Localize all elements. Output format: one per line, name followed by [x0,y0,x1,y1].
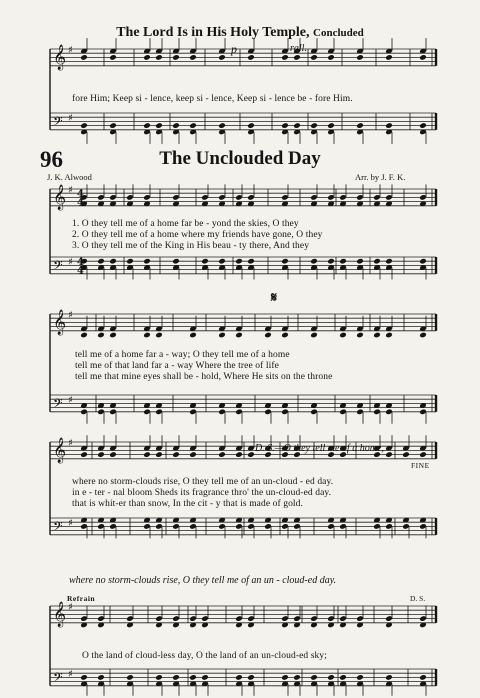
note-head [143,122,151,129]
hymn-number: 96 [40,147,63,172]
note-head [235,451,243,458]
note-head [235,332,243,339]
note-head [201,674,209,681]
note-head [126,674,134,681]
verse-2-line-2: tell me of that land far a - way Where the tree of life [75,361,279,371]
bass-clef: 𝄢 [53,396,63,415]
fine-marking: FINE [411,461,430,470]
note-head [109,54,117,61]
note-head [310,122,318,129]
note-head [155,674,163,681]
sharp-key-signature: ♯ [68,44,73,56]
note-head [310,258,318,265]
previous-hymn-title [0,25,480,41]
sharp-key-signature: ♯ [68,437,73,449]
note-head [218,122,226,129]
note-head [109,258,117,265]
note-head [373,258,381,265]
sharp-key-signature: ♯ [68,601,73,613]
note-head [356,54,364,61]
note-head [327,258,335,265]
sharp-key-signature: ♯ [68,517,73,529]
note-head [419,258,427,265]
note-head [327,674,335,681]
bass-clef: 𝄢 [53,670,63,689]
note-head [293,54,301,61]
bass-clef: 𝄢 [53,114,63,133]
note-head [109,122,117,129]
sharp-key-signature: ♯ [68,394,73,406]
note-head [339,674,347,681]
treble-clef: 𝄞 [53,185,67,211]
ds-lyric-2: where no storm-clouds rise, O they tell me of an un - cloud-ed day. [69,575,337,586]
note-head [385,332,393,339]
note-head [385,54,393,61]
note-head [419,451,427,458]
note-head [218,258,226,265]
note-head [172,122,180,129]
note-head [402,451,410,458]
note-head [385,674,393,681]
sharp-key-signature: ♯ [68,184,73,196]
bass-clef: 𝄢 [53,258,63,277]
time-signature-bottom: 4 [77,197,84,209]
note-head [356,332,364,339]
verse-2-line-3: in e - ter - nal bloom Sheds its fragrance thro' the un-cloud-ed day. [72,488,332,498]
verse-1-line-3: where no storm-clouds rise, O they tell me of an un-cloud - ed day. [72,477,334,487]
note-head [80,122,88,129]
note-head [155,122,163,129]
note-head [281,54,289,61]
note-head [247,674,255,681]
note-head [143,54,151,61]
time-signature-bottom: 4 [77,265,84,277]
note-head [419,332,427,339]
note-head [126,258,134,265]
note-head [356,674,364,681]
note-head [97,674,105,681]
dynamic-marking: p [231,42,237,56]
note-head [247,122,255,129]
note-head [143,451,151,458]
note-head [155,332,163,339]
treble-clef: 𝄞 [53,45,67,71]
note-head [385,451,393,458]
note-head [293,674,301,681]
note-head [80,332,88,339]
note-head [385,122,393,129]
note-head [356,258,364,265]
ds-lyric-1: D. S.—O they tell me of a home, [255,443,384,454]
note-head [80,54,88,61]
note-head [247,258,255,265]
note-head [339,258,347,265]
note-head [247,451,255,458]
note-head [264,332,272,339]
note-head [189,451,197,458]
previous-hymn-subtitle: Concluded [313,27,364,39]
note-head [293,122,301,129]
note-head [339,332,347,339]
note-head [189,54,197,61]
note-head [155,54,163,61]
note-head [172,674,180,681]
verse-3-line-1: 3. O they tell me of the King in His beau - ty there, And they [72,241,310,251]
previous-hymn-lyric: fore Him; Keep si - lence, keep si - lence, Keep si - lence be - fore Him. [72,94,353,104]
note-head [201,258,209,265]
words-credit: J. K. Alwood [47,172,92,182]
bass-clef: 𝄢 [53,519,63,538]
sharp-key-signature: ♯ [68,256,73,268]
note-head [218,332,226,339]
refrain-lyric: O the land of cloud-less day, O the land of an un-cloud-ed sky; [82,651,327,661]
note-head [385,258,393,265]
time-signature-top: 4 [77,188,84,200]
segno-sign: 𝄋 [271,291,278,306]
note-head [80,674,88,681]
note-head [189,332,197,339]
note-head [310,332,318,339]
note-head [109,332,117,339]
arrangement-credit: Arr. by J. F. K. [355,172,406,182]
note-head [189,122,197,129]
note-head [155,451,163,458]
note-head [172,451,180,458]
refrain-label: Refrain [67,594,96,603]
note-head [172,258,180,265]
treble-clef: 𝄞 [53,310,67,336]
note-head [218,54,226,61]
note-head [281,674,289,681]
rall-marking: rall. [290,43,307,54]
note-head [189,674,197,681]
note-head [80,451,88,458]
hymn-title: The Unclouded Day [159,148,321,169]
note-head [172,54,180,61]
note-head [97,332,105,339]
sharp-key-signature: ♯ [68,309,73,321]
note-head [419,674,427,681]
note-head [327,122,335,129]
note-head [327,54,335,61]
note-head [109,451,117,458]
verse-3-line-2: tell me that mine eyes shall be - hold, Where He sits on the throne [75,372,333,382]
note-head [373,332,381,339]
note-head [419,54,427,61]
sharp-key-signature: ♯ [68,668,73,680]
note-head [310,54,318,61]
note-head [281,122,289,129]
note-head [310,674,318,681]
time-signature-top: 4 [77,256,84,268]
verse-2-line-1: 2. O they tell me of a home where my friends have gone, O they [72,230,323,240]
note-head [247,54,255,61]
note-head [235,258,243,265]
verse-1-line-2: tell me of a home far a - way; O they tell me of a home [75,350,290,360]
sharp-key-signature: ♯ [68,112,73,124]
note-head [97,258,105,265]
note-head [419,122,427,129]
verse-1-line-1: 1. O they tell me of a home far be - yond the skies, O they [72,219,299,229]
previous-hymn-title-text: The Lord Is in His Holy Temple, [116,25,310,40]
note-head [281,332,289,339]
note-head [97,451,105,458]
note-head [143,332,151,339]
note-head [143,258,151,265]
note-head [218,451,226,458]
verse-3-line-3: that is whit-er than snow, In the cit - y that is made of gold. [72,499,303,509]
note-head [281,258,289,265]
treble-clef: 𝄞 [53,438,67,464]
treble-clef: 𝄞 [53,602,67,628]
note-head [356,122,364,129]
note-head [235,674,243,681]
ds-marking: D. S. [410,594,426,603]
